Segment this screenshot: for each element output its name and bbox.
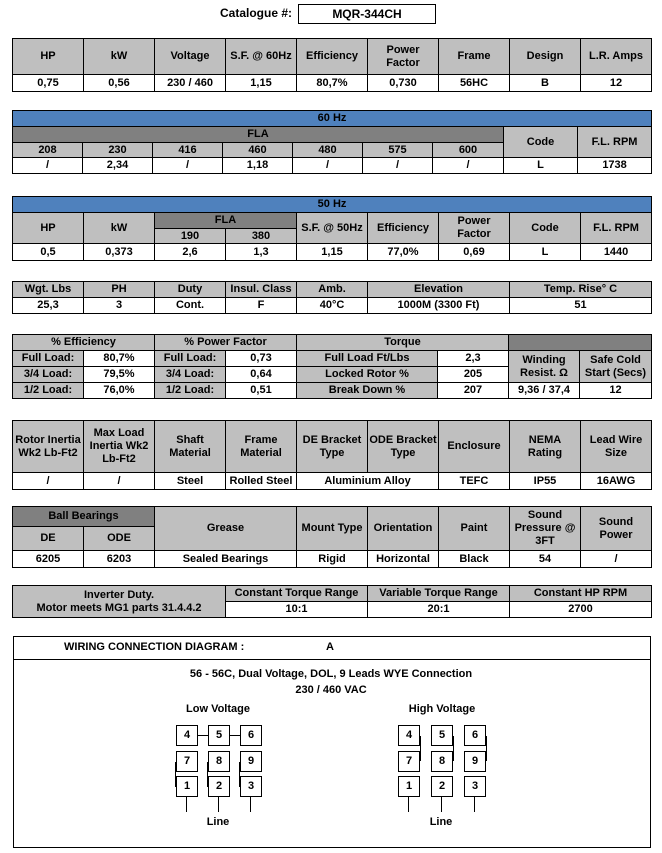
hp-header-50hz: HP	[13, 213, 84, 244]
frame-value: 56HC	[439, 75, 510, 92]
mount-type-header: Mount Type	[297, 507, 368, 551]
pf-full-load-label: Full Load:	[155, 351, 226, 367]
terminal-link-line	[486, 736, 487, 761]
lr-amps-header: L.R. Amps	[581, 39, 652, 75]
constant-hp-value: 2700	[510, 602, 652, 618]
fla-value-380: 1,3	[226, 244, 297, 261]
bracket-material-value: Aluminium Alloy	[297, 473, 439, 490]
line-label-high: Line	[429, 816, 453, 828]
rotor-inertia-value: /	[13, 473, 84, 490]
table-60hz	[12, 110, 652, 174]
efficiency-header-50hz: Efficiency	[368, 213, 439, 244]
elevation-header: Elevation	[368, 282, 510, 298]
mount-type-value: Rigid	[297, 551, 368, 568]
constant-hp-header: Constant HP RPM	[510, 586, 652, 602]
design-value: B	[510, 75, 581, 92]
power-factor-value: 0,730	[368, 75, 439, 92]
winding-resistance-value: 9,36 / 37,4	[509, 383, 580, 399]
temp-rise-header: Temp. Rise° C	[510, 282, 652, 298]
weight-value: 25,3	[13, 298, 84, 314]
terminal-link-line	[453, 736, 454, 761]
power-factor-value-50hz: 0,69	[439, 244, 510, 261]
variable-torque-header: Variable Torque Range	[368, 586, 510, 602]
terminal-3: 3	[464, 776, 486, 797]
efficiency-value-50hz: 77,0%	[368, 244, 439, 261]
phase-header: PH	[84, 282, 155, 298]
eff-12-load-value: 76,0%	[84, 383, 155, 399]
lead-wire-header: Lead Wire Size	[581, 421, 652, 473]
terminal-1: 1	[398, 776, 420, 797]
lr-amps-value: 12	[581, 75, 652, 92]
inverter-duty-line2: Motor meets MG1 parts 31.4.4.2	[36, 601, 202, 614]
paint-value: Black	[439, 551, 510, 568]
de-bracket-header: DE Bracket Type	[297, 421, 368, 473]
jumper-line	[198, 735, 208, 736]
fla-value-230: 2,34	[83, 158, 153, 174]
voltage-600: 600	[433, 143, 504, 158]
general-info-table	[12, 281, 652, 314]
terminal-link-line	[239, 762, 240, 787]
de-header: DE	[13, 527, 84, 551]
elevation-value: 1000M (3300 Ft)	[368, 298, 510, 314]
sound-pressure-header: Sound Pressure @ 3FT	[510, 507, 581, 551]
terminal-9: 9	[464, 751, 486, 772]
voltage-230: 230	[83, 143, 153, 158]
constant-torque-header: Constant Torque Range	[226, 586, 368, 602]
frame-header: Frame	[439, 39, 510, 75]
break-down-label: Break Down %	[297, 383, 438, 399]
rpm-value-50hz: 1440	[581, 244, 652, 261]
enclosure-value: TEFC	[439, 473, 510, 490]
terminal-9: 9	[240, 751, 262, 772]
terminal-6: 6	[464, 725, 486, 746]
insulation-class-value: F	[226, 298, 297, 314]
terminal-8: 8	[208, 751, 230, 772]
sf-60hz-header: S.F. @ 60Hz	[226, 39, 297, 75]
safe-cold-start-value: 12	[580, 383, 652, 399]
sound-pressure-value: 54	[510, 551, 581, 568]
terminal-5: 5	[208, 725, 230, 746]
eff-34-load-value: 79,5%	[84, 367, 155, 383]
weight-header: Wgt. Lbs	[13, 282, 84, 298]
torque-section-header: Torque	[297, 335, 509, 351]
general-ratings-table	[12, 38, 652, 92]
paint-header: Paint	[439, 507, 510, 551]
code-value-50hz: L	[510, 244, 581, 261]
hp-header: HP	[13, 39, 84, 75]
efficiency-value: 80,7%	[297, 75, 368, 92]
rpm-header-50hz: F.L. RPM	[581, 213, 652, 244]
fla-value-460: 1,18	[223, 158, 293, 174]
wiring-voltage: 230 / 460 VAC	[295, 684, 367, 696]
pf-full-load-value: 0,73	[226, 351, 297, 367]
ball-bearings-header: Ball Bearings	[13, 507, 155, 527]
voltage-460: 460	[223, 143, 293, 158]
catalogue-label: Catalogue #:	[219, 6, 292, 20]
inverter-duty-label	[13, 586, 226, 618]
grease-value: Sealed Bearings	[155, 551, 297, 568]
terminal-link-line	[175, 762, 176, 787]
break-down-value: 207	[438, 383, 509, 399]
fla-header-50hz: FLA	[155, 213, 297, 229]
inverter-duty-line1: Inverter Duty.	[83, 588, 155, 601]
shaft-material-header: Shaft Material	[155, 421, 226, 473]
orientation-header: Orientation	[368, 507, 439, 551]
grease-header: Grease	[155, 507, 297, 551]
eff-12-load-label: 1/2 Load:	[13, 383, 84, 399]
code-header-60hz: Code	[504, 127, 578, 158]
locked-rotor-value: 205	[438, 367, 509, 383]
efficiency-header: Efficiency	[297, 39, 368, 75]
kw-header: kW	[84, 39, 155, 75]
eff-34-load-label: 3/4 Load:	[13, 367, 84, 383]
ode-header: ODE	[84, 527, 155, 551]
shaft-material-value: Steel	[155, 473, 226, 490]
hp-value: 0,75	[13, 75, 84, 92]
eff-full-load-value: 80,7%	[84, 351, 155, 367]
power-factor-header-50hz: Power Factor	[439, 213, 510, 244]
mechanical-table	[12, 420, 652, 490]
section-title-50hz: 50 Hz	[13, 197, 652, 213]
rpm-header-60hz: F.L. RPM	[578, 127, 652, 158]
pf-34-load-label: 3/4 Load:	[155, 367, 226, 383]
voltage-380: 380	[226, 229, 297, 244]
voltage-value: 230 / 460	[155, 75, 226, 92]
pf-12-load-label: 1/2 Load:	[155, 383, 226, 399]
sound-power-header: Sound Power	[581, 507, 652, 551]
constant-torque-value: 10:1	[226, 602, 368, 618]
de-bearing-value: 6205	[13, 551, 84, 568]
line-lead	[250, 797, 251, 812]
phase-value: 3	[84, 298, 155, 314]
fla-value-190: 2,6	[155, 244, 226, 261]
line-lead	[218, 797, 219, 812]
pf-34-load-value: 0,64	[226, 367, 297, 383]
rpm-value-60hz: 1738	[578, 158, 652, 174]
voltage-480: 480	[293, 143, 363, 158]
ambient-header: Amb.	[297, 282, 368, 298]
kw-header-50hz: kW	[84, 213, 155, 244]
terminal-5: 5	[431, 725, 453, 746]
fla-value-575: /	[363, 158, 433, 174]
terminal-1: 1	[176, 776, 198, 797]
voltage-208: 208	[13, 143, 83, 158]
inverter-table	[12, 585, 652, 618]
terminal-7: 7	[398, 751, 420, 772]
catalogue-number: MQR-344CH	[298, 4, 436, 24]
torque-full-load-value: 2,3	[438, 351, 509, 367]
terminal-2: 2	[208, 776, 230, 797]
line-lead	[408, 797, 409, 812]
bearings-table	[12, 506, 652, 568]
fla-value-208: /	[13, 158, 83, 174]
sf-50hz-header: S.F. @ 50Hz	[297, 213, 368, 244]
sf-60hz-value: 1,15	[226, 75, 297, 92]
fla-header-60hz: FLA	[13, 127, 504, 143]
terminal-8: 8	[431, 751, 453, 772]
efficiency-section-header: % Efficiency	[13, 335, 155, 351]
fla-value-416: /	[153, 158, 223, 174]
eff-full-load-label: Full Load:	[13, 351, 84, 367]
duty-header: Duty	[155, 282, 226, 298]
voltage-416: 416	[153, 143, 223, 158]
max-load-inertia-value: /	[84, 473, 155, 490]
hp-value-50hz: 0,5	[13, 244, 84, 261]
lead-wire-value: 16AWG	[581, 473, 652, 490]
terminal-7: 7	[176, 751, 198, 772]
code-value-60hz: L	[504, 158, 578, 174]
winding-resistance-label: Winding Resist. Ω	[509, 351, 580, 383]
line-lead	[186, 797, 187, 812]
terminal-link-line	[420, 736, 421, 761]
power-factor-section-header: % Power Factor	[155, 335, 297, 351]
rotor-inertia-header: Rotor Inertia Wk2 Lb-Ft2	[13, 421, 84, 473]
low-voltage-label: Low Voltage	[186, 703, 250, 715]
ode-bracket-header: ODE Bracket Type	[368, 421, 439, 473]
fla-value-600: /	[433, 158, 504, 174]
fla-value-480: /	[293, 158, 363, 174]
variable-torque-value: 20:1	[368, 602, 510, 618]
terminal-2: 2	[431, 776, 453, 797]
terminal-3: 3	[240, 776, 262, 797]
nema-rating-header: NEMA Rating	[510, 421, 581, 473]
blank-header	[509, 335, 652, 351]
temp-rise-value: 51	[510, 298, 652, 314]
orientation-value: Horizontal	[368, 551, 439, 568]
jumper-line	[230, 735, 240, 736]
high-voltage-label: High Voltage	[408, 703, 476, 715]
section-title-60hz: 60 Hz	[13, 111, 652, 127]
voltage-header: Voltage	[155, 39, 226, 75]
performance-table	[12, 334, 652, 399]
power-factor-header: Power Factor	[368, 39, 439, 75]
pf-12-load-value: 0,51	[226, 383, 297, 399]
line-lead	[441, 797, 442, 812]
locked-rotor-label: Locked Rotor %	[297, 367, 438, 383]
torque-full-load-label: Full Load Ft/Lbs	[297, 351, 438, 367]
wiring-diagram-title: 56 - 56C, Dual Voltage, DOL, 9 Leads WYE Connection	[189, 668, 473, 680]
line-lead	[474, 797, 475, 812]
voltage-190: 190	[155, 229, 226, 244]
safe-cold-start-label: Safe Cold Start (Secs)	[580, 351, 652, 383]
insulation-class-header: Insul. Class	[226, 282, 297, 298]
voltage-575: 575	[363, 143, 433, 158]
max-load-inertia-header: Max Load Inertia Wk2 Lb-Ft2	[84, 421, 155, 473]
wiring-diagram-code: A	[326, 641, 334, 653]
sound-power-value: /	[581, 551, 652, 568]
table-50hz	[12, 196, 652, 261]
kw-value: 0,56	[84, 75, 155, 92]
terminal-6: 6	[240, 725, 262, 746]
kw-value-50hz: 0,373	[84, 244, 155, 261]
sf-50hz-value: 1,15	[297, 244, 368, 261]
terminal-4: 4	[176, 725, 198, 746]
frame-material-header: Frame Material	[226, 421, 297, 473]
terminal-link-line	[207, 762, 208, 787]
frame-material-value: Rolled Steel	[226, 473, 297, 490]
code-header-50hz: Code	[510, 213, 581, 244]
duty-value: Cont.	[155, 298, 226, 314]
terminal-4: 4	[398, 725, 420, 746]
ambient-value: 40°C	[297, 298, 368, 314]
line-label-low: Line	[206, 816, 230, 828]
nema-rating-value: IP55	[510, 473, 581, 490]
wiring-diagram-label: WIRING CONNECTION DIAGRAM :	[64, 641, 245, 653]
ode-bearing-value: 6203	[84, 551, 155, 568]
design-header: Design	[510, 39, 581, 75]
enclosure-header: Enclosure	[439, 421, 510, 473]
